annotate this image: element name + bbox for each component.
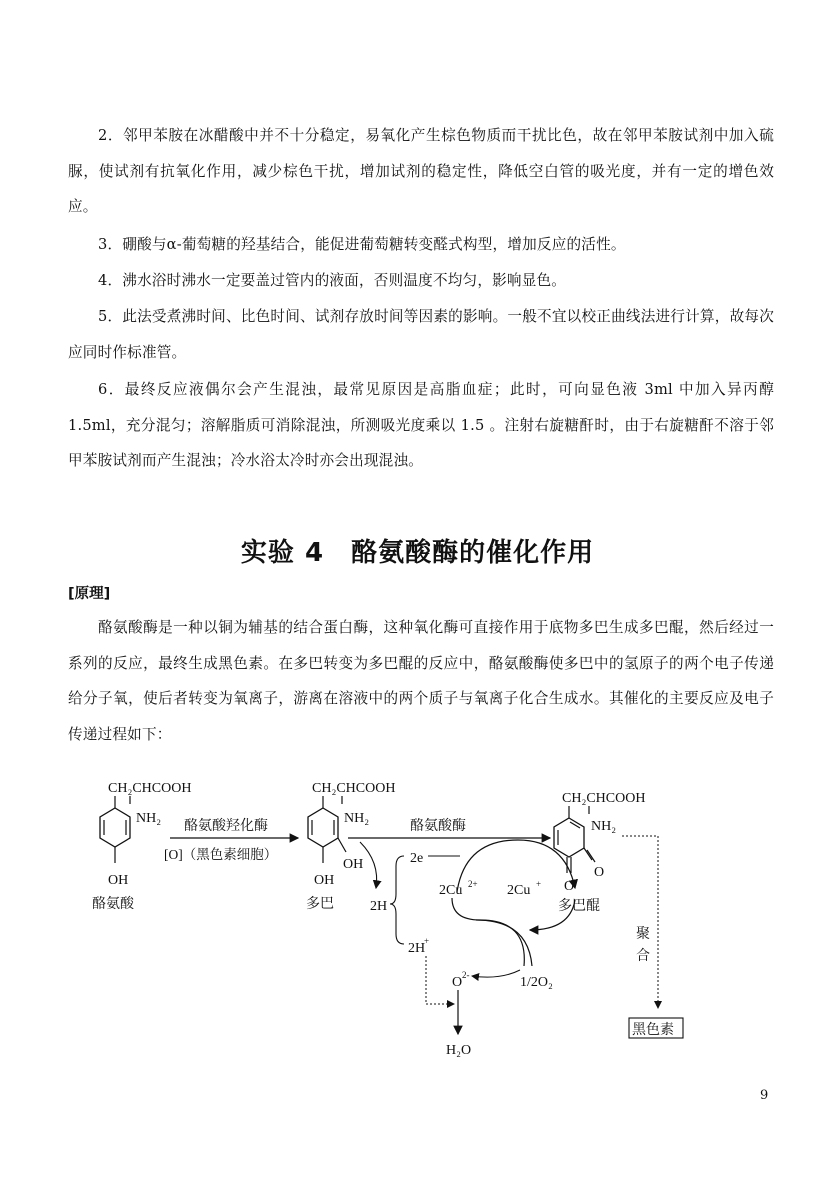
oxide-ion-label: O xyxy=(452,975,463,990)
paragraph-note-6: 6．最终反应液偶尔会产生混浊，最常见原因是高脂血症；此时，可向显色液 3ml 中加入异丙醇 1.5ml，充分混匀；溶解脂质可消除混浊，所测吸光度乘以 1.5 。注射右旋糖酐时，由于右旋糖酐不溶于邻甲苯胺试剂而产生混浊；冷水浴太冷时亦会出现混浊。 xyxy=(68,381,774,469)
proton-charge: + xyxy=(424,936,430,946)
dopa-amino-label: NH₂ xyxy=(344,811,370,826)
dopaquinone-carbonyl-o-2: O xyxy=(564,879,575,894)
melanin-label: 黑色素 xyxy=(632,1023,674,1038)
copper-ii-label: 2Cu xyxy=(439,883,463,898)
copper-i-label: 2Cu xyxy=(507,883,531,898)
principle-paragraph: 酪氨酸酶是一种以铜为辅基的结合蛋白酶，这种氧化酶可直接作用于底物多巴生成多巴醌，然后经过一系列的反应，最终生成黑色素。在多巴转变为多巴醌的反应中，酪氨酸酶使多巴中的氢原子的两个电子传递给分子氧，使后者转变为氧离子，游离在溶液中的两个质子与氧离子化合生成水。其催化的主要反应及电子传递过程如下： xyxy=(68,619,774,743)
tyrosine-side-chain-label: CH₂CHCOOH xyxy=(108,781,192,796)
paragraph-note-2: 2．邻甲苯胺在冰醋酸中并不十分稳定，易氧化产生棕色物质而干扰比色，故在邻甲苯胺试剂中加入硫脲，使试剂有抗氧化作用，减少棕色干扰，增加试剂的稳定性，降低空白管的吸光度，并有一定的增色效应。 xyxy=(68,127,774,215)
dopa-side-chain-label: CH₂CHCOOH xyxy=(312,781,396,796)
copper-ii-charge: 2+ xyxy=(468,879,478,889)
two-electron-label: 2e xyxy=(410,851,424,866)
copper-i-charge: + xyxy=(536,879,542,889)
dopaquinone-side-chain-label: CH₂CHCOOH xyxy=(562,791,646,806)
polymerization-label-2: 合 xyxy=(636,949,650,964)
tyrosine-hydroxyl-label: OH xyxy=(108,873,129,888)
paragraph-note-4: 4．沸水浴时沸水一定要盖过管内的液面，否则温度不均匀，影响显色。 xyxy=(98,272,567,289)
tyrosine-amino-label: NH₂ xyxy=(136,811,162,826)
reaction-diagram xyxy=(60,770,760,1070)
dopa-para-hydroxyl-label: OH xyxy=(314,873,335,888)
dopaquinone-amino-label: NH₂ xyxy=(591,819,617,834)
experiment-title: 实验 4 酪氨酸酶的催化作用 xyxy=(240,538,595,568)
section-heading-principle: [原理] xyxy=(68,586,111,602)
enzyme-tyrosinase: 酪氨酸酶 xyxy=(410,819,466,834)
page-number: 9 xyxy=(760,1088,769,1103)
two-proton-label: 2H xyxy=(408,941,426,956)
polymerization-label-1: 聚 xyxy=(636,927,650,942)
reaction-condition-melanocyte: [O]（黑色素细胞） xyxy=(164,847,278,862)
dopaquinone-name: 多巴醌 xyxy=(558,899,600,914)
oxide-ion-charge: 2- xyxy=(462,970,470,980)
half-oxygen-label: 1/2O₂ xyxy=(520,975,553,990)
two-hydrogen-label: 2H xyxy=(370,899,388,914)
tyrosine-name: 酪氨酸 xyxy=(92,897,134,912)
dopa-structure xyxy=(306,781,395,912)
dopa-meta-hydroxyl-label: OH xyxy=(343,857,364,872)
dopaquinone-structure xyxy=(554,791,645,914)
dopaquinone-carbonyl-o-1: O xyxy=(594,865,605,880)
paragraph-note-5: 5．此法受煮沸时间、比色时间、试剂存放时间等因素的影响。一般不宜以校正曲线法进行计算，故每次应同时作标准管。 xyxy=(68,308,774,361)
enzyme-tyrosine-hydroxylase: 酪氨酸羟化酶 xyxy=(184,819,268,834)
water-label: H₂O xyxy=(446,1043,472,1058)
paragraph-note-3: 3．硼酸与α-葡萄糖的羟基结合，能促进葡萄糖转变醛式构型，增加反应的活性。 xyxy=(98,236,626,253)
dopa-name: 多巴 xyxy=(306,897,334,912)
